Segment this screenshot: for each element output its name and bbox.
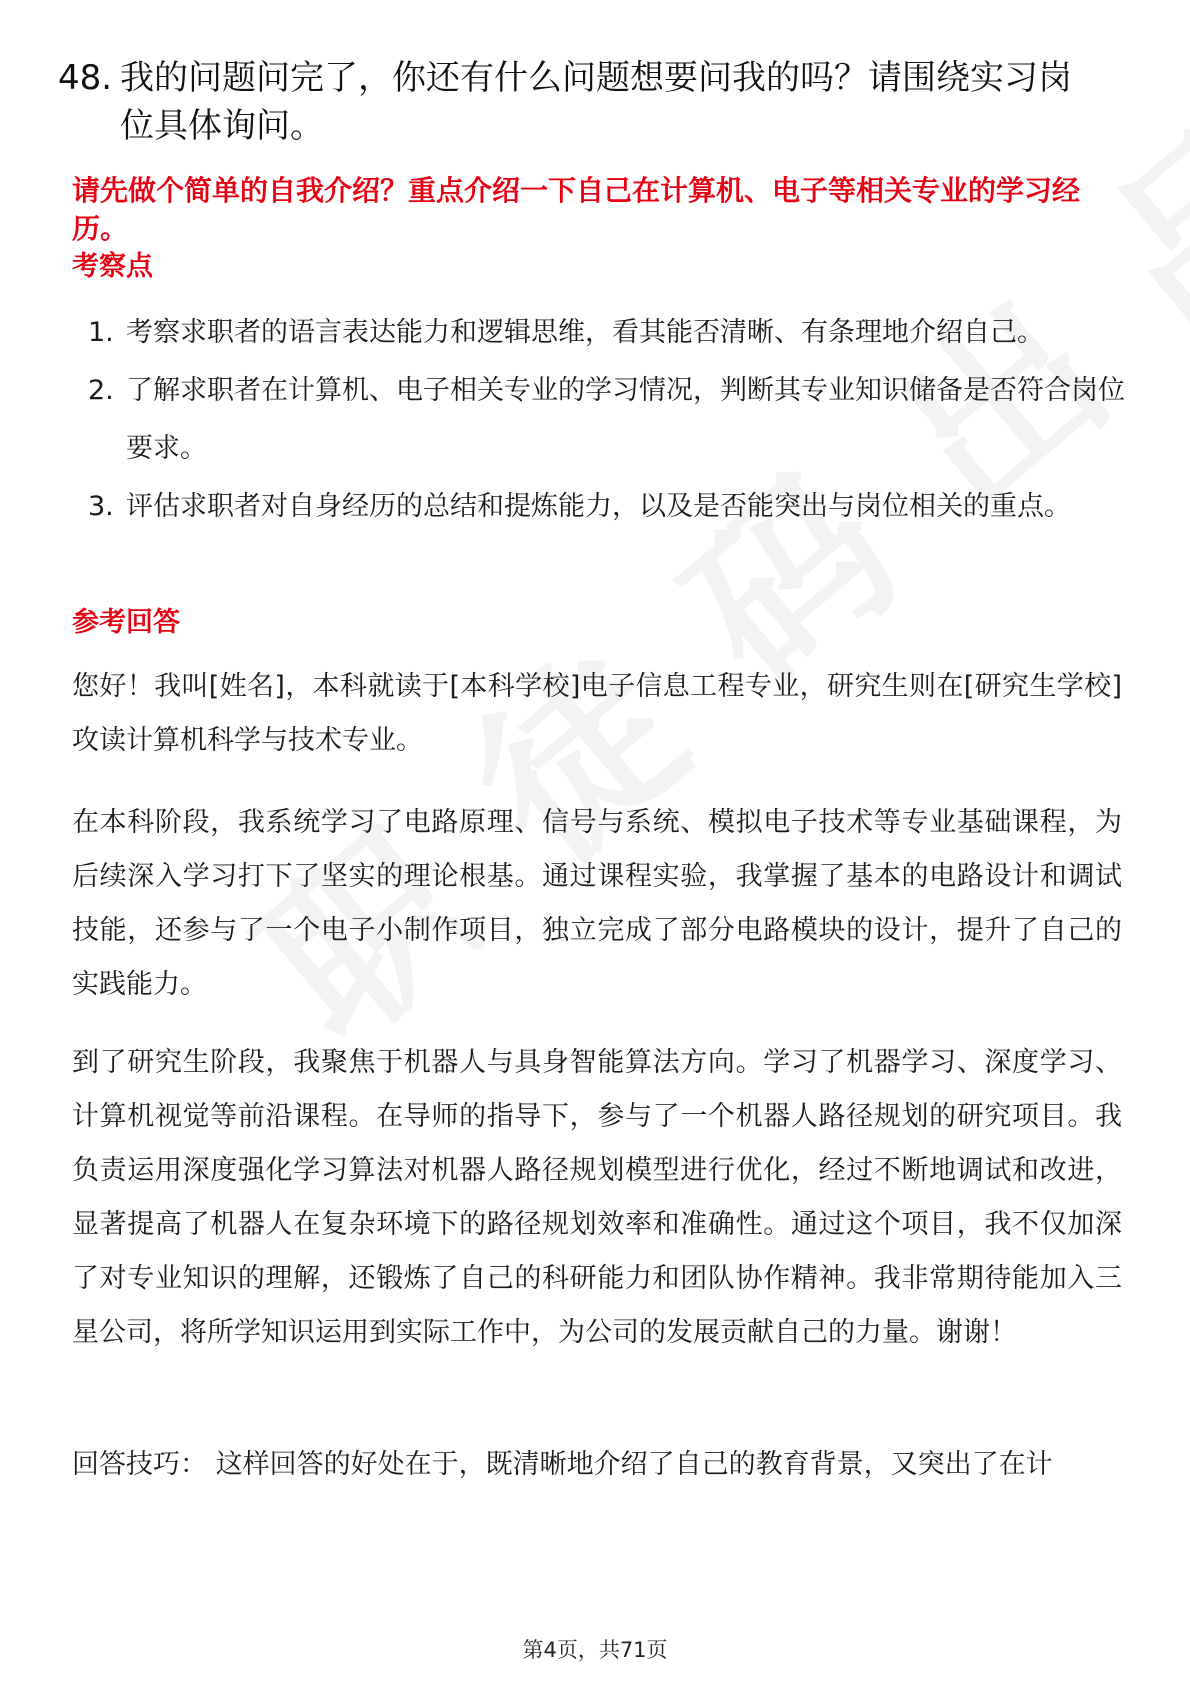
question-title xyxy=(58,54,1118,150)
list-item xyxy=(72,478,1132,536)
section-exam-points: 考察点 xyxy=(72,251,153,282)
answer-tips: 回答技巧： 这样回答的好处在于，既清晰地介绍了自己的教育背景，又突出了在计 xyxy=(72,1449,1053,1480)
list-item xyxy=(72,304,1132,362)
answer-paragraph-intro: 您好！我叫[姓名]，本科就读于[本科学校]电子信息工程专业，研究生则在[研究生学校]攻读计算机科学与技术专业。 xyxy=(72,671,1122,756)
section-reference-answer: 参考回答 xyxy=(72,607,180,638)
answer-paragraph-undergrad: 在本科阶段，我系统学习了电路原理、信号与系统、模拟电子技术等专业基础课程，为后续深入学习打下了坚实的理论根基。通过课程实验，我掌握了基本的电路设计和调试技能，还参与了一个电子小制作项目，独立完成了部分电路模块的设计，提升了自己的实践能力。 xyxy=(72,807,1122,1000)
list-item-text: 了解求职者在计算机、电子相关专业的学习情况，判断其专业知识储备是否符合岗位要求。 xyxy=(126,375,1125,464)
question-line-2: 位具体询问。 xyxy=(120,106,324,146)
interview-question-heading: 请先做个简单的自我介绍？重点介绍一下自己在计算机、电子等相关专业的学习经历。 xyxy=(72,174,1081,245)
list-item xyxy=(72,362,1132,478)
question-line-1: 我的问题问完了，你还有什么问题想要问我的吗？请围绕实习岗 xyxy=(120,58,1072,98)
list-marker: 1. xyxy=(88,317,114,348)
list-item-text: 考察求职者的语言表达能力和逻辑思维，看其能否清晰、有条理地介绍自己。 xyxy=(126,317,1044,348)
exam-points-list xyxy=(72,304,1132,536)
page-footer: 第4页，共71页 xyxy=(522,1638,668,1662)
list-marker: 3. xyxy=(88,491,114,522)
answer-paragraph-graduate: 到了研究生阶段，我聚焦于机器人与具身智能算法方向。学习了机器学习、深度学习、计算机视觉等前沿课程。在导师的指导下，参与了一个机器人路径规划的研究项目。我负责运用深度强化学习算法对机器人路径规划模型进行优化，经过不断地调试和改进，显著提高了机器人在复杂环境下的路径规划效率和准确性。通过这个项目，我不仅加深了对专业知识的理解，还锻炼了自己的科研能力和团队协作精神。我非常期待能加入三星公司，将所学知识运用到实际工作中，为公司的发展贡献自己的力量。谢谢！ xyxy=(72,1047,1122,1348)
list-item-text: 评估求职者对自身经历的总结和提炼能力，以及是否能突出与岗位相关的重点。 xyxy=(126,491,1071,522)
question-number: 48. xyxy=(58,58,113,98)
list-marker: 2. xyxy=(88,375,114,406)
